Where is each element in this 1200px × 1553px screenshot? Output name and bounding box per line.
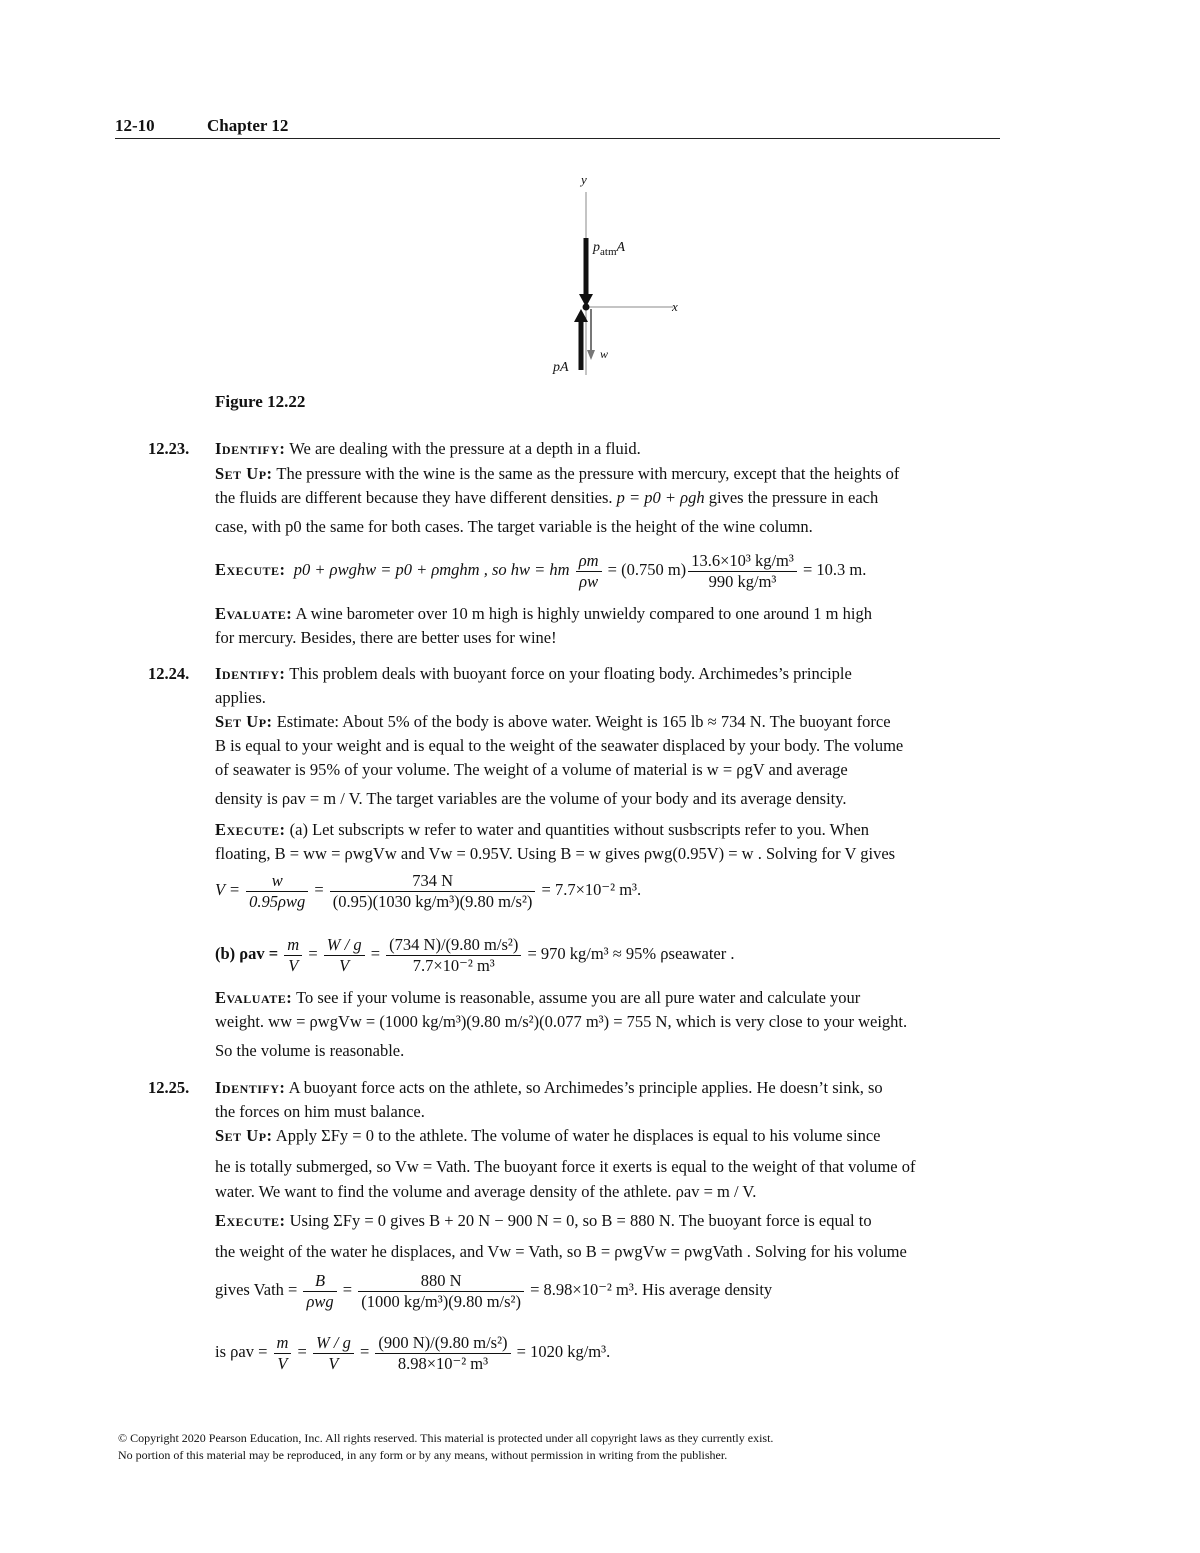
- p1224-evaluate-1: Evaluate: To see if your volume is reasonable, assume you are all pure water and calculate your: [215, 988, 861, 1007]
- p1224-identify-1: Identify: This problem deals with buoyant force on your floating body. Archimedes’s principle: [215, 664, 852, 683]
- patm-label: $p_{atm}A$: [593, 240, 626, 258]
- p1224-evaluate-3: So the volume is reasonable.: [215, 1041, 405, 1060]
- p1224-setup-4: density is ρav = m / V. The target variables are the volume of your body and its average density.: [215, 789, 847, 808]
- body-point: [583, 304, 590, 311]
- header-rule: [115, 138, 1000, 139]
- p1225-identify-1: Identify: A buoyant force acts on the athlete, so Archimedes’s principle applies. He doesn’t sink, so: [215, 1078, 883, 1097]
- p1225-setup-1: Set Up: Apply ΣFy = 0 to the athlete. The volume of water he displaces is equal to his volume since: [215, 1126, 881, 1145]
- p1223-identify: Identify: We are dealing with the pressure at a depth in a fluid.: [215, 439, 641, 458]
- copyright-line-1: © Copyright 2020 Pearson Education, Inc. All rights reserved. This material is protected under all copyright laws as they currently exist.: [118, 1431, 774, 1445]
- p1224-setup-1: Set Up: Estimate: About 5% of the body is above water. Weight is 165 lb ≈ 734 N. The buoyant force: [215, 712, 891, 731]
- problem-number-12-23: 12.23.: [148, 439, 190, 458]
- pa-label: pA: [553, 360, 569, 375]
- p1224-execute-1: Execute: (a) Let subscripts w refer to water and quantities without susbscripts refer to you. When: [215, 820, 869, 839]
- figure-caption: Figure 12.22: [215, 392, 306, 411]
- p1224-setup-2: B is equal to your weight and is equal to the weight of the seawater displaced by your body. The volume: [215, 736, 904, 755]
- problem-number-12-24: 12.24.: [148, 664, 190, 683]
- p1225-execute-2: the weight of the water he displaces, and Vw = Vath, so B = ρwgVw = ρwgVath . Solving for his volume: [215, 1242, 907, 1261]
- p1223-evaluate-2: for mercury. Besides, there are better uses for wine!: [215, 628, 557, 647]
- p1225-identify-2: the forces on him must balance.: [215, 1102, 425, 1121]
- x-axis-label: x: [672, 299, 678, 314]
- p1225-volume-eq: gives Vath = $\frac{B}{\text{ρwg}}$ = $\frac{880 N}{\text{(1000 kg/m³)(9.80 m/s²)}}$ = 8.98×10⁻² m³. His average density: [215, 1270, 773, 1311]
- p1223-setup-1: Set Up: The pressure with the wine is the same as the pressure with mercury, except that the heights of: [215, 464, 900, 483]
- free-body-diagram: [540, 170, 700, 380]
- problem-number-12-25: 12.25.: [148, 1078, 190, 1097]
- p1224-execute-2: floating, B = ww = ρwgVw and Vw = 0.95V. Using B = w gives ρwg(0.95V) = w . Solving for V gives: [215, 844, 896, 863]
- copyright-line-2: No portion of this material may be reproduced, in any form or by any means, without permission in writing from the publisher.: [118, 1448, 728, 1462]
- p1223-setup-3: case, with p0 the same for both cases. The target variable is the height of the wine column.: [215, 517, 813, 536]
- p1223-setup-2: the fluids are different because they have different densities. p = p0 + ρgh gives the pressure in each: [215, 488, 879, 507]
- p1225-setup-2: he is totally submerged, so Vw = Vath. The buoyant force it exerts is equal to the weight of that volume of: [215, 1157, 916, 1176]
- y-axis-label: y: [581, 172, 587, 187]
- w-label: w: [600, 347, 609, 361]
- chapter-title: Chapter 12: [207, 116, 289, 135]
- p1225-density-eq: is ρav = $\frac{m}{V}$ = $\frac{W / g}{V}$ = $\frac{\text{(900 N)/(9.80 m/s²)}}{\text{8.98×10⁻² m³}}$ = 1020 kg/m³.: [215, 1332, 611, 1373]
- p1225-setup-3: water. We want to find the volume and average density of the athlete. ρav = m / V.: [215, 1182, 757, 1201]
- p1224-density-eq: (b) ρav = $\frac{m}{V}$ = $\frac{W / g}{V}$ = $\frac{\text{(734 N)/(9.80 m/s²)}}{\text{7.7×10⁻² m³}}$ = 970 kg/m³ ≈ 95% ρseawater .: [215, 934, 735, 975]
- p1225-execute-1: Execute: Using ΣFy = 0 gives B + 20 N − 900 N = 0, so B = 880 N. The buoyant force is equal to: [215, 1211, 872, 1230]
- p1223-execute: Execute: p0 + ρwghw = p0 + ρmghm , so hw = hm $\frac{\rho m}{\rho w}$ = (0.750 m) $\frac{\text{13.6×10³ kg/m³}}{\text{990 kg/m³}}$ = 10.3 m.: [215, 550, 867, 591]
- p1223-evaluate-1: Evaluate: A wine barometer over 10 m high is highly unwieldy compared to one around 1 m high: [215, 604, 872, 623]
- p1224-volume-eq: V = $\frac{w}{\text{0.95ρwg}}$ = $\frac{734 N}{\text{(0.95)(1030 kg/m³)(9.80 m/s²)}}$ = 7.7×10⁻² m³.: [215, 870, 642, 911]
- p1224-evaluate-2: weight. ww = ρwgVw = (1000 kg/m³)(9.80 m/s²)(0.077 m³) = 755 N, which is very close to your weight.: [215, 1012, 908, 1031]
- page-number: 12-10: [115, 116, 155, 135]
- p1224-setup-3: of seawater is 95% of your volume. The weight of a volume of material is w = ρgV and average: [215, 760, 848, 779]
- p1224-identify-2: applies.: [215, 688, 266, 707]
